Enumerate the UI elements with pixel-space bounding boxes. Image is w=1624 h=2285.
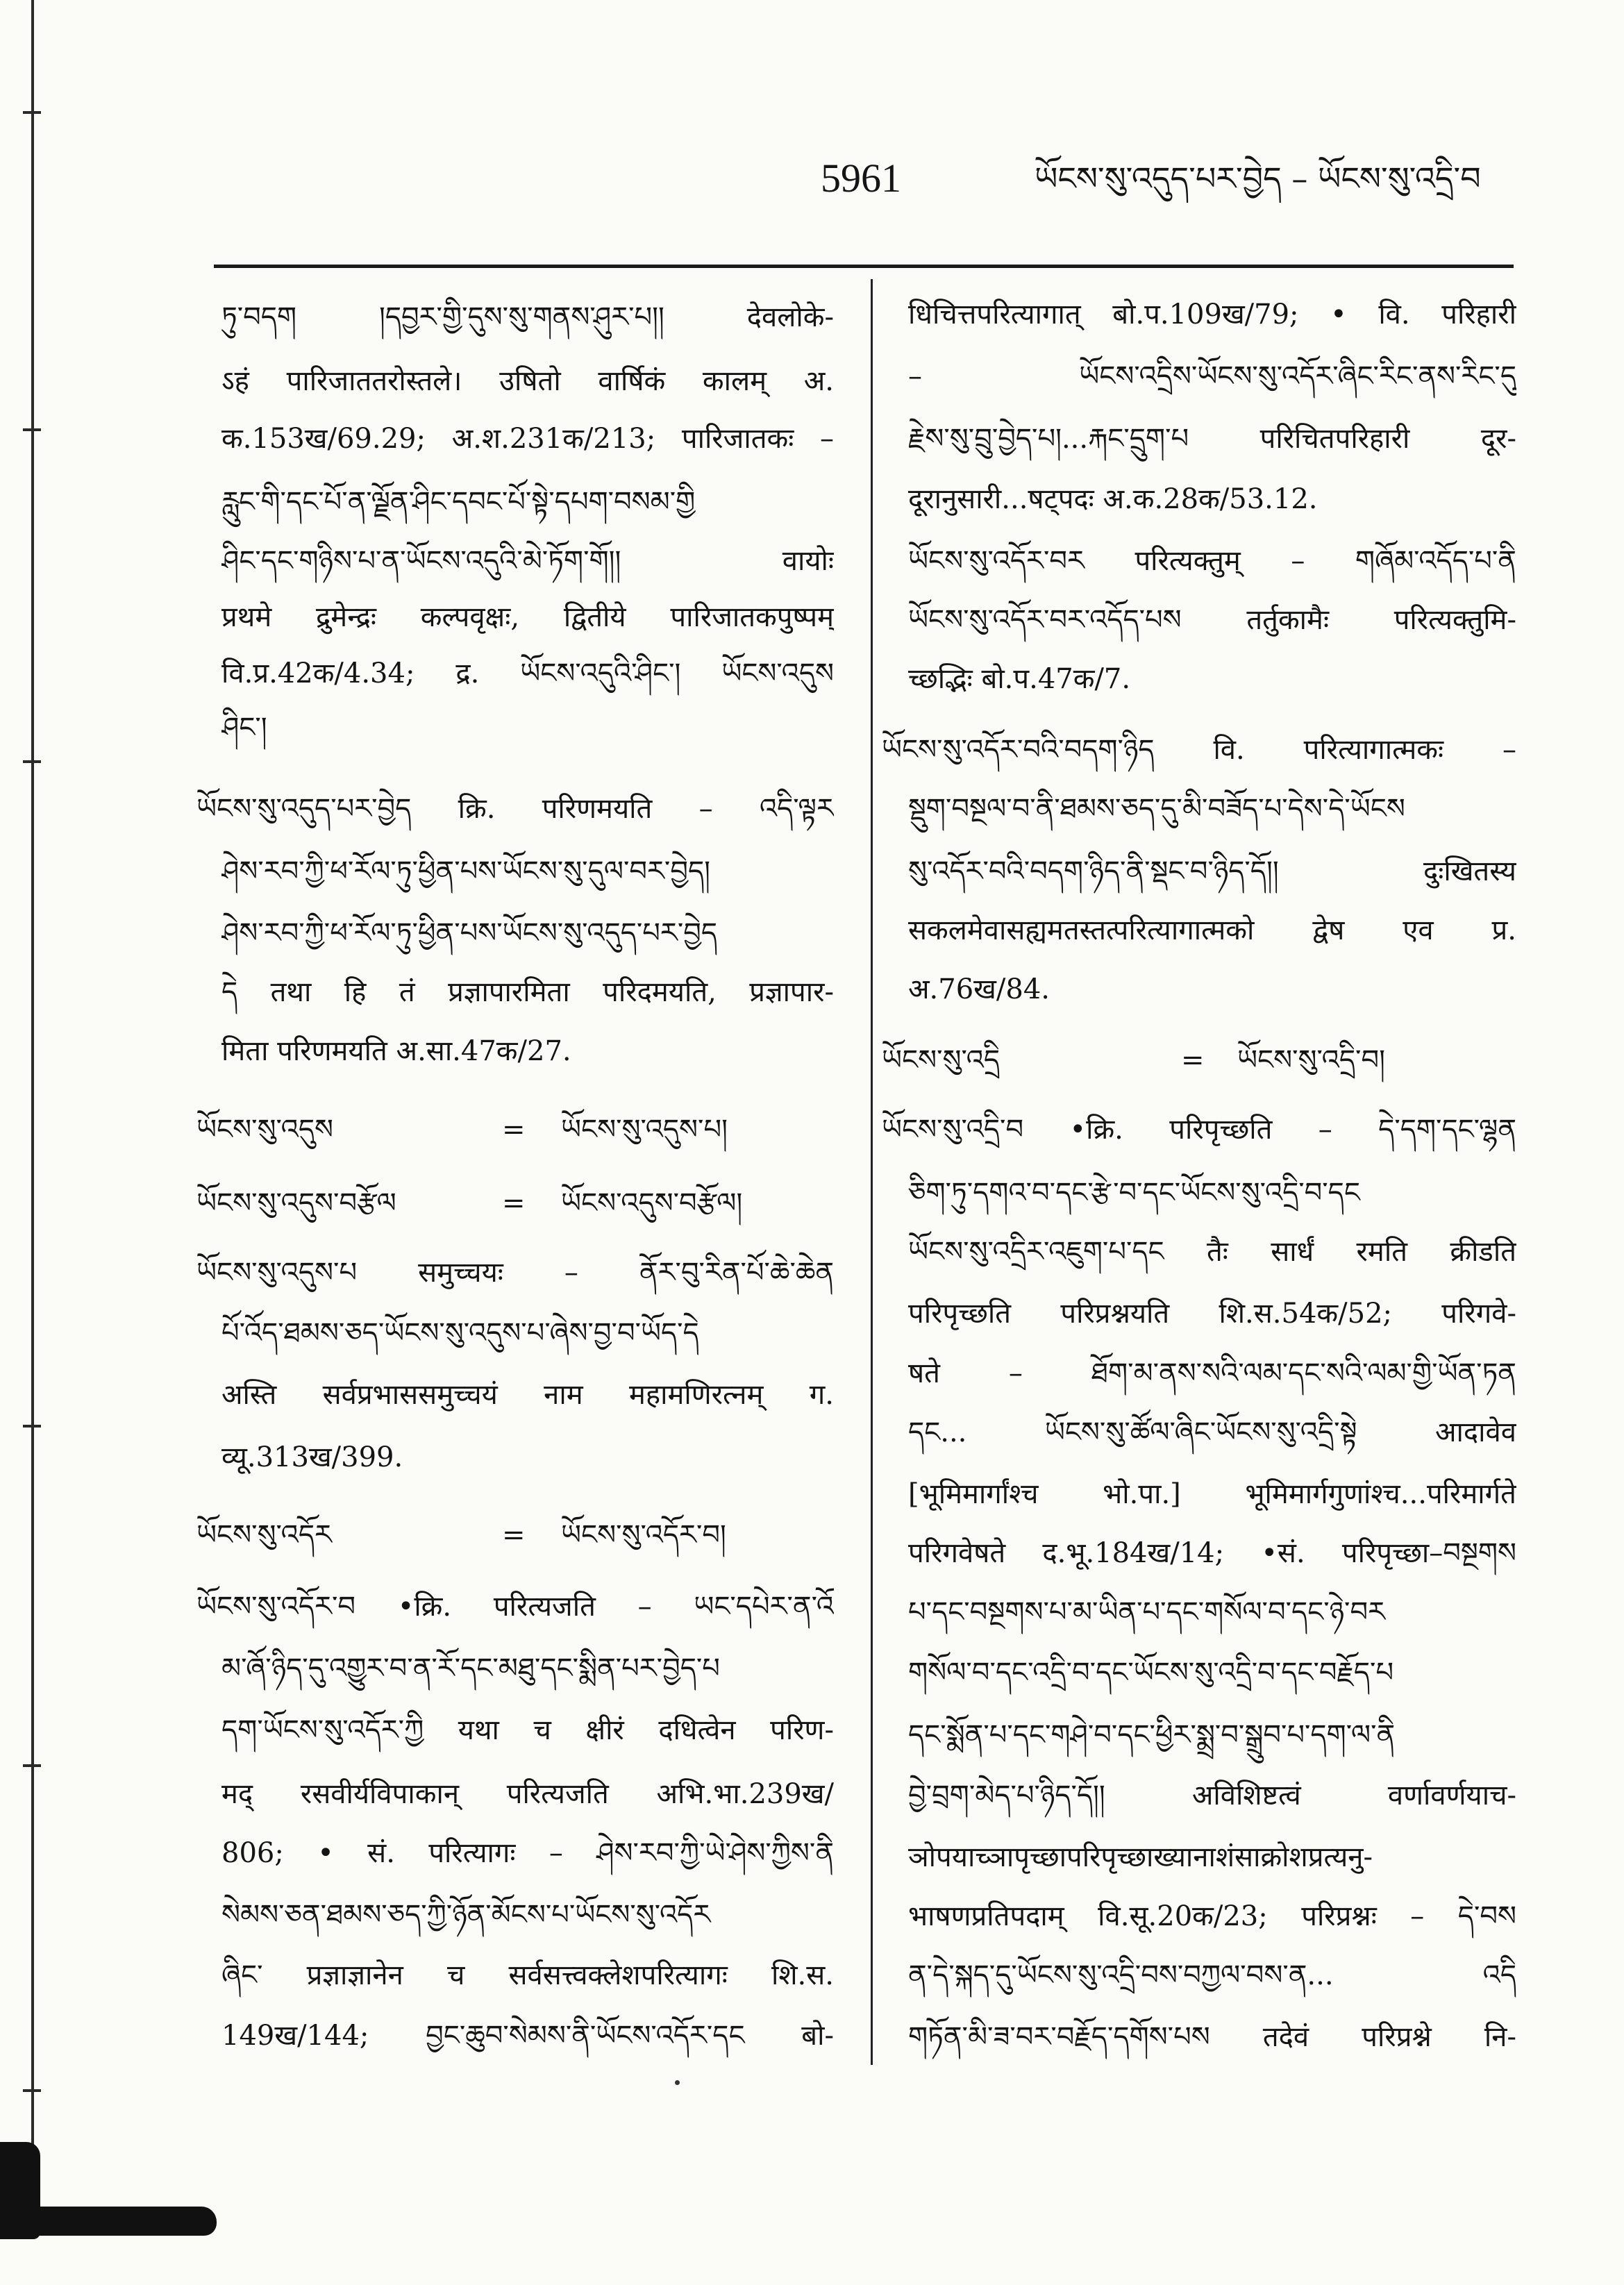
page-number: 5961 (821, 156, 901, 201)
headword: ཡོངས་སུ་འདུས་པ (196, 1257, 358, 1289)
definition-text: •क्रि. परिपृच्छति – དེ་དག་དང་ལྷན (1069, 1114, 1516, 1146)
text-line: པོ་འོད་ཐམས་ཅད་ཡོངས་སུ་འདུས་པ་ཞེས་བྱ་བ་ཡོད་དེ (221, 1317, 699, 1349)
text-line: परिगवेषते द.भू.184ख/14; •सं. परिपृच्छा–བསྔགས (908, 1537, 1516, 1569)
text-line: व्यू.313ख/399. (221, 1441, 403, 1473)
headword: ཡོངས་སུ་འདུད་པར་བྱེད (196, 793, 412, 825)
definition-text: वि. परित्यागात्मकः – (1213, 734, 1516, 766)
text-line: སྡུག་བསྔལ་བ་ནི་ཐམས་ཅད་དུ་མི་བཟོད་པ་དེས་དེ་ཡོངས (908, 793, 1405, 825)
cross-reference-target: ཡོངས་སུ་འདྲི་བ། (1237, 1044, 1385, 1076)
definition-text: समुच्चयः – ནོར་བུ་རིན་པོ་ཆེ་ཆེན (418, 1257, 834, 1289)
text-line: སུ་འདོར་བའི་བདག་ཉིད་ནི་སྡང་བ་ཉིད་དོ།། दुःखितस्य (908, 855, 1516, 887)
headword: ཡོངས་སུ་འདུས་བརྩོལ (196, 1187, 396, 1219)
text-line: मिता परिणमयति अ.सा.47क/27. (221, 1035, 571, 1067)
scan-margin-tick (23, 2089, 41, 2092)
cross-reference-line (196, 1514, 834, 1556)
text-line: སེམས་ཅན་ཐམས་ཅད་ཀྱི་ཉོན་མོངས་པ་ཡོངས་སུ་འདོར (221, 1899, 711, 1931)
column-divider (871, 279, 873, 2065)
headword: ཡོངས་སུ་འདྲི་བ (882, 1114, 1024, 1146)
text-line: མ་ཞོ་ཉིད་དུ་འགྱུར་བ་ན་རོ་དང་མཐུ་དང་སྨིན་པར་བྱེད་པ (221, 1652, 720, 1684)
text-line: ཤེས་རབ་ཀྱི་ཕ་རོལ་ཏུ་ཕྱིན་པས་ཡོངས་སུ་དུལ་བར་བྱེད། (221, 855, 710, 887)
text-line: दूरानुसारी...षट्पदः अ.क.28क/53.12. (908, 483, 1318, 515)
text-line: གསོལ་བ་དང་འདྲི་བ་དང་ཡོངས་སུ་འདྲི་བ་དང་བརྗོད་པ (908, 1657, 1394, 1689)
text-line: ཡོངས་སུ་འདོར་བར་འདོད་པས तर्तुकामैः परित्यक्तुमि- (908, 604, 1516, 636)
entry-line (882, 1109, 1516, 1150)
text-line: ཅིག་ཏུ་དགའ་བ་དང་རྩེ་བ་དང་ཡོངས་སུ་འདྲི་བ་དང (908, 1177, 1360, 1209)
text-line: དེ तथा हि तं प्रज्ञापारमिता परिदमयति, प्रज्ञापार- (221, 976, 834, 1008)
text-line: ཤིང་། (221, 712, 267, 744)
text-line: अ.76ख/84. (908, 973, 1050, 1005)
text-line: – ཡོངས་འདྲིས་ཡོངས་སུ་འདོར་ཞིང་རིང་ནས་རིང་དུ (908, 360, 1516, 392)
scan-margin-tick (23, 760, 41, 763)
entry-line (882, 729, 1516, 771)
text-line: सकलमेवासह्यमतस्तत्परित्यागात्मको द्वेष एव प्र. (908, 914, 1516, 946)
scan-margin-line (31, 0, 34, 2173)
text-line: [भूमिमार्गांश्च भो.पा.] भूमिमार्गगुणांश्च...परिमार्गते (908, 1478, 1516, 1510)
text-line: གཏོན་མི་ཟ་བར་བརྗོད་དགོས་པས तदेवं परिप्रश्ने नि- (908, 2021, 1516, 2053)
text-line: भाषणप्रतिपदाम् वि.सू.20क/23; परिप्रश्नः – དེ་བས (908, 1900, 1516, 1932)
text-line: च्छद्भिः बो.प.47क/7. (908, 663, 1131, 695)
text-line: ऽहं पारिजाततरोस्तले। उषितो वार्षिकं कालम् अ. (221, 365, 834, 397)
text-line: धिचित्तपरित्यागात् बो.प.109ख/79; • वि. परिहारी (908, 299, 1516, 330)
cross-reference-target: ཡོངས་སུ་འདོར་བ། (561, 1519, 726, 1551)
text-line: परिपृच्छति परिप्रश्नयति शि.स.54क/52; परिगवे- (908, 1298, 1516, 1330)
text-line: ཡོངས་སུ་འདྲིར་འཇུག་པ་དང तैः सार्धं रमति क्रीडति (908, 1236, 1516, 1268)
text-line: དང་སྨོན་པ་དང་གཤེ་བ་དང་ཕྱིར་སྨྲ་བ་སྒྲུབ་པ་དག་ལ་ནི (908, 1719, 1396, 1751)
text-line: षते – ཐོག་མ་ནས་སའི་ལམ་དང་སའི་ལམ་གྱི་ཡོན་ཏན (908, 1357, 1516, 1389)
headword: ཡོངས་སུ་འདྲི (882, 1044, 1001, 1076)
definition-text: क्रि. परिणमयति – འདི་ལྟར (458, 793, 834, 825)
text-line: ཏུ་བདག །དབྱར་གྱི་དུས་སུ་གནས་ཤུར་པ།། देवलोके- (221, 301, 834, 333)
scan-speck (675, 2080, 680, 2085)
text-line: པ་དང་བསྔགས་པ་མ་ཡིན་པ་དང་གསོལ་བ་དང་ཉེ་བར (908, 1596, 1385, 1628)
text-line: ཤེས་རབ་ཀྱི་ཕ་རོལ་ཏུ་ཕྱིན་པས་ཡོངས་སུ་འདུད་པར་བྱེད (221, 917, 718, 949)
scan-margin-tick (23, 1425, 41, 1428)
headword: ཡོངས་སུ་འདོར་བ (196, 1591, 355, 1623)
cross-reference-target: ཡོངས་འདུས་བརྩོལ། (561, 1187, 743, 1219)
text-line: अस्ति सर्वप्रभाससमुच्चयं नाम महामणिरत्नम् ग. (221, 1379, 834, 1411)
scan-smudge (0, 2207, 217, 2236)
text-line: ན་དེ་སྐད་དུ་ཡོངས་སུ་འདྲི་བས་བཀྱལ་བས་ན... འདི (908, 1959, 1516, 1991)
text-line: རླུང་གི་དང་པོ་ན་ལྗོན་ཤིང་དབང་པོ་སྟེ་དཔག་བསམ་གྱི (221, 486, 696, 518)
scan-margin-tick (23, 1764, 41, 1767)
scan-margin-tick (23, 428, 41, 431)
text-line: क.153ख/69.29; अ.श.231क/213; पारिजातकः – (221, 423, 834, 455)
cross-reference-line (882, 1039, 1516, 1081)
equals-sign: = (502, 1187, 526, 1219)
guide-words: ཡོངས་སུ་འདུད་པར་བྱེད – ཡོངས་སུ་འདྲི་བ (1035, 160, 1481, 197)
definition-text: परित्यक्तुम् – གཞོམ་འདོད་པ་ནི (1135, 545, 1516, 577)
text-line: वि.प्र.42क/4.34; द्र. ཡོངས་འདུའི་ཤིང་། ཡོངས་འདུས (221, 658, 834, 689)
equals-sign: = (502, 1519, 526, 1551)
text-line: ཞིང་ प्रज्ञाज्ञानेन च सर्वसत्त्वक्लेशपरित्यागः शि.स. (221, 1959, 834, 1991)
text-line: ཤིང་དང་གཉིས་པ་ན་ཡོངས་འདུའི་མེ་ཏོག་གོ།། वायोः (221, 545, 834, 577)
text-line: དག་ཡོངས་སུ་འདོར་ཀྱི यथा च क्षीरं दधित्वेन परिण- (221, 1714, 834, 1746)
cross-reference-line (196, 1109, 834, 1150)
cross-reference-line (196, 1182, 834, 1224)
header-rule (214, 265, 1514, 268)
headword: ཡོངས་སུ་འདུས (196, 1114, 334, 1146)
cross-reference-target: ཡོངས་སུ་འདུས་པ། (561, 1114, 728, 1146)
text-line: ञोपयाच्ञापृच्छापरिपृच्छाख्यानाशंसाक्रोशप्रत्यनु- (908, 1841, 1373, 1873)
equals-sign: = (502, 1114, 526, 1146)
definition-text: •क्रि. परित्यजति – ཡང་དཔེར་ན་འོ (397, 1591, 834, 1623)
text-line: རྗེས་སུ་བྲུ་བྱེད་པ།...རྐང་དྲུག་པ परिचितपरिहारी दूर- (908, 423, 1516, 455)
text-line: དང... ཡོངས་སུ་ཚོལ་ཞིང་ཡོངས་སུ་འདྲི་སྟེ आदावेव (908, 1416, 1516, 1448)
text-line: 149ख/144; བྱང་ཆུབ་སེམས་ནི་ཡོངས་འདོར་དང बो- (221, 2020, 834, 2052)
headword: ཡོངས་སུ་འདོར་བར (908, 545, 1085, 577)
text-line: मद् रसवीर्यविपाकान् परित्यजति अभि.भा.239ख/ (221, 1778, 834, 1810)
scan-margin-tick (23, 111, 41, 114)
text-line: प्रथमे द्रुमेन्द्रः कल्पवृक्षः, द्वितीये पारिजातकपुष्पम् (221, 601, 834, 633)
entry-line (196, 788, 834, 830)
text-line: 806; • सं. परित्यागः – ཤེས་རབ་ཀྱི་ཡེ་ཤེས་ཀྱིས་ནི (221, 1837, 834, 1869)
entry-line (196, 1586, 834, 1627)
headword: ཡོངས་སུ་འདོར་བའི་བདག་ཉིད (882, 734, 1155, 766)
entry-line (908, 540, 1516, 582)
headword: ཡོངས་སུ་འདོར (196, 1519, 332, 1551)
equals-sign: = (1181, 1044, 1205, 1076)
text-line: བྱེ་བྲག་མེད་པ་ཉིད་དོ།། अविशिष्टत्वं वर्णावर्णयाच- (908, 1780, 1516, 1811)
entry-line (196, 1252, 834, 1294)
